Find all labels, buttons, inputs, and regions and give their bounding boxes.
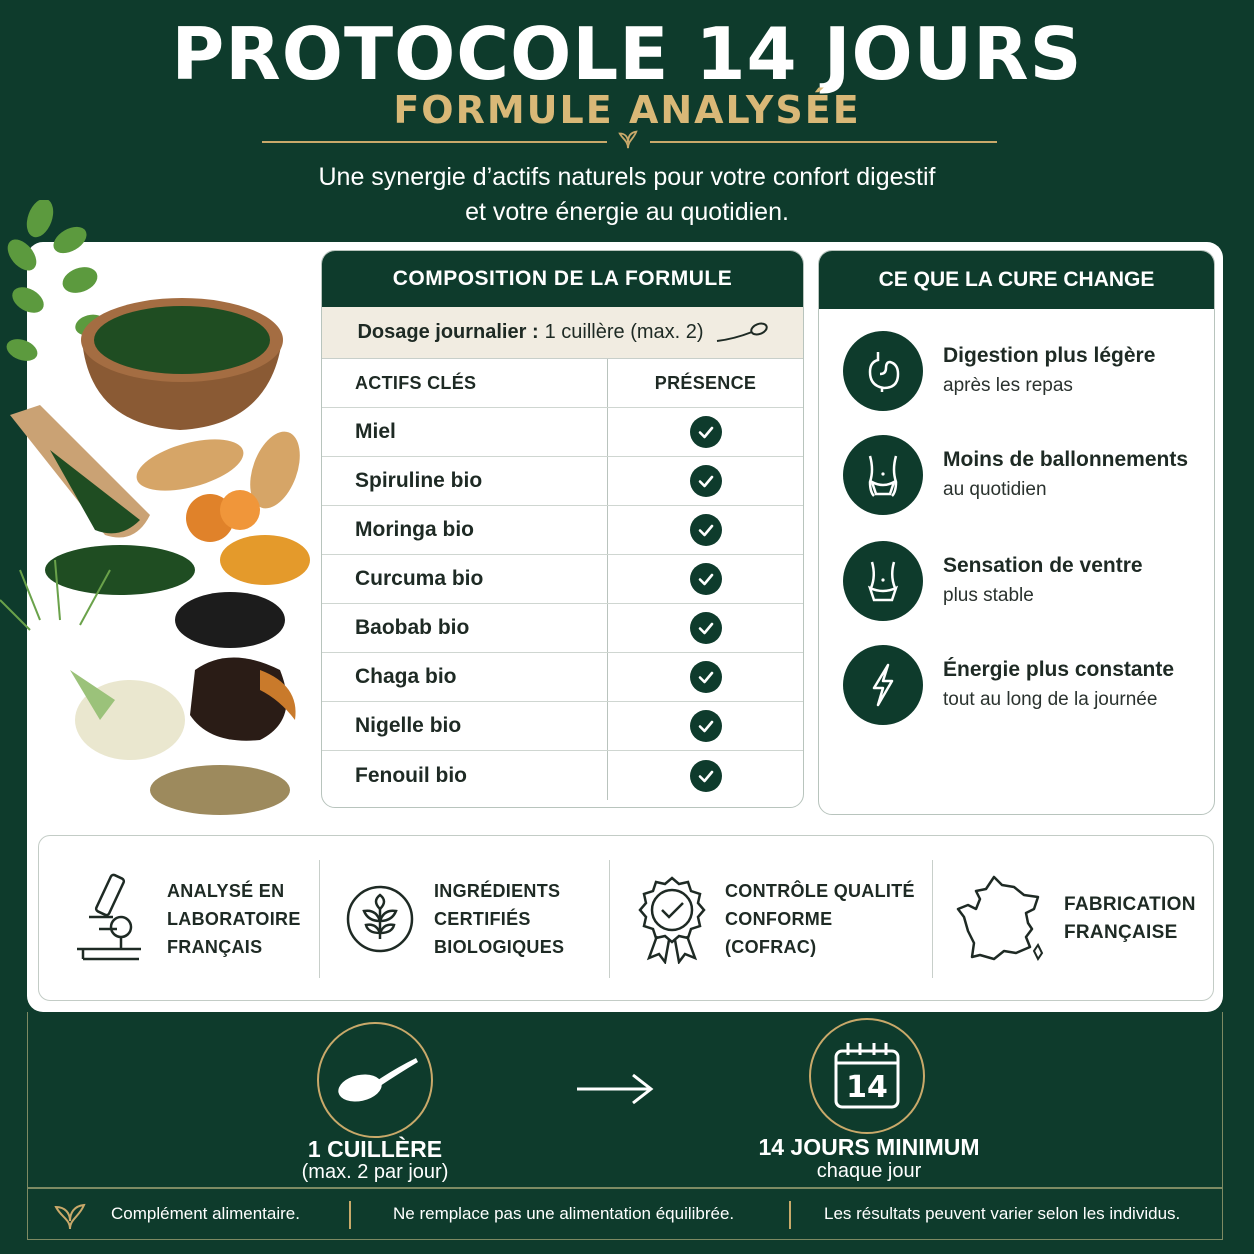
divider-left [262, 141, 607, 143]
check-icon [690, 563, 722, 595]
divider [319, 860, 320, 978]
table-row [322, 604, 803, 653]
presence-cell [608, 751, 803, 800]
calendar-step-badge [809, 1018, 925, 1134]
footer-note-2: Ne remplace pas une alimentation équilibrée. [393, 1204, 735, 1223]
badge-line: CERTIFIÉS [434, 909, 531, 929]
badge-line: INGRÉDIENTS [434, 881, 561, 901]
leaf-icon [53, 1201, 87, 1231]
footer-note-1: Complément alimentaire. [111, 1204, 300, 1223]
table-header-row [322, 359, 803, 408]
presence-cell [608, 555, 803, 603]
presence-cell [608, 653, 803, 701]
divider [349, 1201, 351, 1229]
intro-line-2: et votre énergie au quotidien. [465, 198, 789, 226]
daily-dosage [322, 307, 803, 359]
dosage-label: Dosage journalier : [357, 321, 539, 343]
composition-table [321, 250, 804, 808]
presence-cell [608, 457, 803, 505]
lightning-icon [843, 645, 923, 725]
ingredient-name: Curcuma bio [322, 555, 608, 603]
stomach-icon [843, 331, 923, 411]
spoon-icon [714, 321, 768, 345]
badge-line: CONFORME [725, 909, 833, 929]
leaf-icon [617, 128, 639, 150]
step2-detail: chaque jour [816, 1160, 922, 1182]
arrow-right-icon [575, 1072, 655, 1106]
table-row [322, 653, 803, 702]
divider [789, 1201, 791, 1229]
spoon-step-badge [317, 1022, 433, 1138]
benefit-title: Sensation de ventre [943, 554, 1143, 577]
ingredient-name: Nigelle bio [322, 702, 608, 750]
table-row [322, 702, 803, 751]
check-icon [690, 661, 722, 693]
check-icon [690, 612, 722, 644]
footer-disclaimer [27, 1188, 1223, 1240]
check-icon [690, 760, 722, 792]
page-title: PROTOCOLE 14 JOURS [171, 12, 1083, 96]
check-icon [690, 710, 722, 742]
table-row [322, 506, 803, 555]
ingredient-grid [322, 359, 803, 800]
ingredients-illustration [0, 200, 320, 830]
check-icon [690, 465, 722, 497]
composition-title: COMPOSITION DE LA FORMULE [322, 251, 803, 307]
badge-line: FRANÇAIS [167, 937, 263, 957]
badge-france [954, 836, 1196, 1002]
badge-line: LABORATOIRE [167, 909, 301, 929]
col-actifs-header: ACTIFS CLÉS [322, 359, 608, 407]
badge-line: (COFRAC) [725, 937, 817, 957]
badge-line: BIOLOGIQUES [434, 937, 565, 957]
presence-cell [608, 408, 803, 456]
badge-line: ANALYSÉ EN [167, 881, 285, 901]
badge-bio [344, 836, 564, 1002]
microscope-icon [69, 869, 149, 969]
badge-line: FABRICATION [1064, 894, 1196, 915]
benefit-detail: plus stable [943, 585, 1034, 606]
benefit-energie [843, 645, 1174, 725]
ingredient-name: Spiruline bio [322, 457, 608, 505]
check-icon [690, 416, 722, 448]
table-row [322, 408, 803, 457]
badge-cofrac [637, 836, 915, 1002]
presence-cell [608, 604, 803, 652]
ingredient-name: Miel [322, 408, 608, 456]
benefit-ventre [843, 541, 1143, 621]
benefit-detail: après les repas [943, 375, 1073, 396]
step2-title: 14 JOURS MINIMUM [758, 1134, 980, 1160]
table-row [322, 555, 803, 604]
badge-line: FRANÇAISE [1064, 922, 1178, 943]
benefit-detail: au quotidien [943, 479, 1047, 500]
benefit-title: Énergie plus constante [943, 658, 1175, 681]
table-row [322, 457, 803, 506]
ingredient-name: Chaga bio [322, 653, 608, 701]
sprout-icon [344, 883, 416, 955]
badge-line: CONTRÔLE QUALITÉ [725, 881, 915, 901]
check-icon [690, 514, 722, 546]
divider-right [650, 141, 997, 143]
waist-icon [843, 541, 923, 621]
spoon-icon [330, 1050, 420, 1110]
badge-laboratoire [69, 836, 301, 1002]
calendar-icon [830, 1039, 904, 1113]
quality-badges [38, 835, 1214, 1001]
ingredient-name: Fenouil bio [322, 751, 608, 800]
divider [932, 860, 933, 978]
step1-title: 1 CUILLÈRE [307, 1136, 443, 1162]
presence-cell [608, 506, 803, 554]
calendar-number: 14 [846, 1070, 888, 1105]
benefits-card [818, 250, 1215, 815]
ingredient-name: Moringa bio [322, 506, 608, 554]
france-map-icon [954, 873, 1046, 965]
benefits-title: CE QUE LA CURE CHANGE [819, 251, 1214, 309]
footer-note-3: Les résultats peuvent varier selon les individus. [824, 1204, 1181, 1223]
rosette-icon [637, 874, 707, 964]
intro-line-1: Une synergie d’actifs naturels pour votre confort digestif [318, 163, 936, 191]
belly-icon [843, 435, 923, 515]
benefit-ballonnements [843, 435, 1188, 515]
benefit-digestion [843, 331, 1155, 411]
step1-detail: (max. 2 par jour) [301, 1161, 449, 1183]
dosage-value: 1 cuillère (max. 2) [544, 321, 704, 343]
benefit-detail: tout au long de la journée [943, 689, 1158, 710]
table-row [322, 751, 803, 800]
page-subtitle: FORMULE ANALYSÉE [393, 88, 861, 132]
benefit-title: Moins de ballonnements [943, 448, 1189, 471]
divider [609, 860, 610, 978]
presence-cell [608, 702, 803, 750]
ingredient-name: Baobab bio [322, 604, 608, 652]
benefit-title: Digestion plus légère [943, 344, 1156, 367]
col-presence-header: PRÉSENCE [654, 372, 757, 393]
